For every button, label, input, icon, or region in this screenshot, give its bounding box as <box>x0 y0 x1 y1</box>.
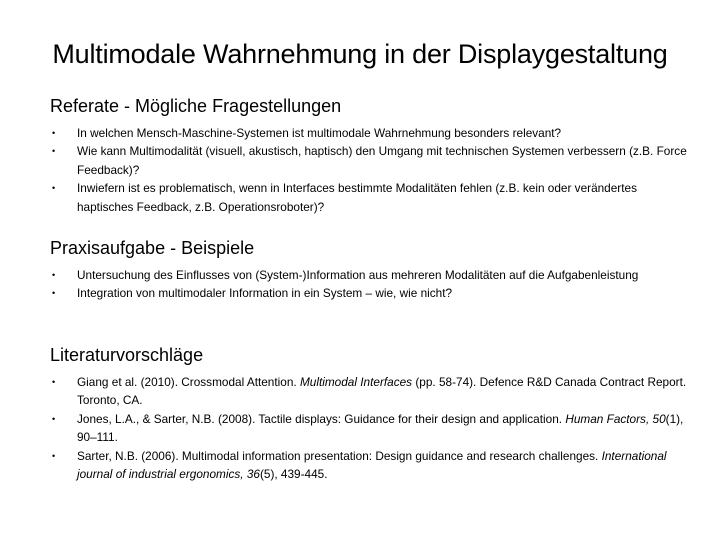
list-item <box>50 179 690 216</box>
bullet-icon: • <box>52 413 56 424</box>
reference-item <box>50 373 690 410</box>
list-item-text: In welchen Mensch-Maschine-Systemen ist multimodale Wahrnehmung besonders relevant? <box>77 126 562 140</box>
reference-source: Multimodal Interfaces <box>299 375 413 389</box>
reference-source: International journal of industrial ergonomics, 36 <box>77 448 667 482</box>
list-item <box>50 284 690 302</box>
reference-text: (5), 439-445. <box>259 467 328 482</box>
list-item-text: Inwiefern ist es problematisch, wenn in Interfaces bestimmte Modalitäten fehlen (z.B. kein oder verändertes haptisches Feedback, z.B. Operationsroboter)? <box>77 181 637 214</box>
section-heading: Praxisaufgabe - Beispiele <box>50 238 255 258</box>
bullet-icon: • <box>52 128 56 138</box>
bullet-icon: • <box>52 146 56 157</box>
reference-source: Human Factors, 50 <box>565 411 666 426</box>
bullet-icon: • <box>52 288 56 299</box>
section-heading: Referate - Mögliche Fragestellungen <box>50 96 342 116</box>
reference-text: Jones, L.A., & Sarter, N.B. (2008). Tactile displays: Guidance for their design and application. <box>77 411 566 426</box>
reference-text: (1), 90–111. <box>77 411 684 445</box>
section-referate <box>50 95 690 216</box>
section-literaturvorschlaege <box>50 344 690 483</box>
reference-text: Giang et al. (2010). Crossmodal Attention. <box>77 375 300 389</box>
list-item-text: Wie kann Multimodalität (visuell, akustisch, haptisch) den Umgang mit technischen Systemen verbessern (z.B. Force Feedback)? <box>77 144 687 177</box>
slide-title: Multimodale Wahrnehmung in der Displaygestaltung <box>52 39 668 69</box>
reference-text: (pp. 58-74). Defence R&D Canada Contract Report. Toronto, CA. <box>77 375 687 408</box>
bullet-list <box>50 124 690 216</box>
list-item <box>50 124 690 142</box>
section-praxisaufgabe <box>50 237 690 303</box>
reference-item <box>50 410 690 447</box>
reference-item <box>50 447 690 484</box>
bullet-icon: • <box>52 270 56 280</box>
list-item-text: Integration von multimodaler Information in ein System – wie, wie nicht? <box>77 286 453 301</box>
list-item <box>50 142 690 179</box>
bullet-icon: • <box>52 183 56 194</box>
bullet-icon: • <box>52 450 56 461</box>
bullet-list <box>50 373 690 483</box>
list-item-text: Untersuchung des Einflusses von (System-)Information aus mehreren Modalitäten auf die Aufgabenleistung <box>77 268 639 282</box>
bullet-list <box>50 266 690 303</box>
list-item <box>50 266 690 284</box>
section-heading: Literaturvorschläge <box>50 345 204 365</box>
reference-text: Sarter, N.B. (2006). Multimodal information presentation: Design guidance and research challenges. <box>77 448 602 463</box>
bullet-icon: • <box>52 377 56 387</box>
